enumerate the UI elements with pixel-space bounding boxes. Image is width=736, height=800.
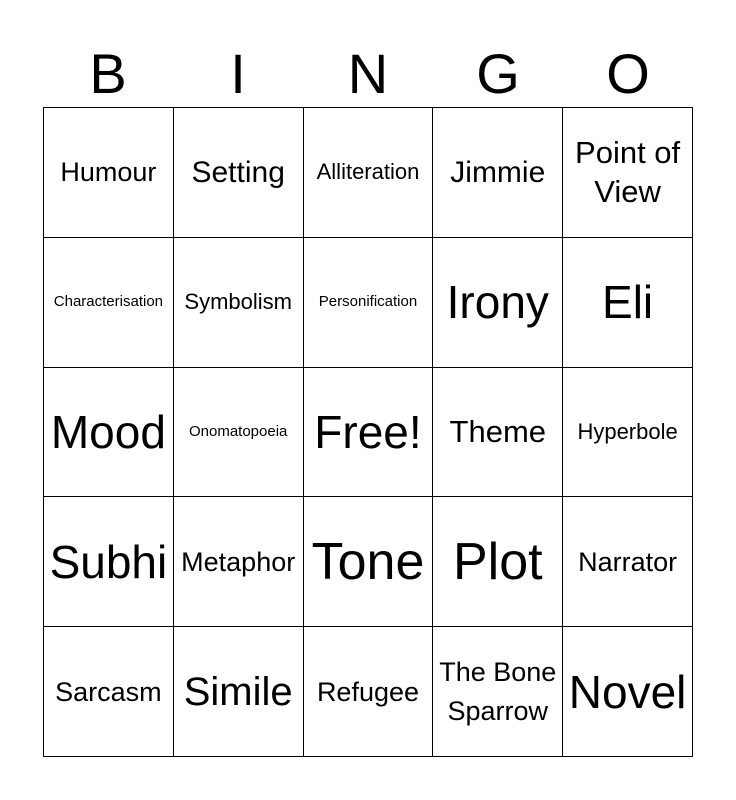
bingo-cell[interactable] (563, 238, 693, 368)
cell-label: Refugee (316, 676, 420, 707)
bingo-cell[interactable] (174, 497, 304, 627)
bingo-cell[interactable] (563, 497, 693, 627)
bingo-cell[interactable] (174, 108, 304, 238)
bingo-cell[interactable] (174, 238, 304, 368)
bingo-cell[interactable] (174, 368, 304, 498)
bingo-cell[interactable] (304, 627, 434, 757)
cell-label: Point of View (575, 135, 681, 210)
cell-label: Eli (602, 276, 654, 329)
bingo-cell[interactable] (433, 108, 563, 238)
cell-label: Hyperbole (577, 418, 678, 444)
header-letter-o: O (606, 42, 650, 105)
bingo-cell[interactable] (563, 627, 693, 757)
bingo-header (43, 40, 693, 108)
cell-label: Jimmie (450, 155, 546, 189)
free-space-label: Free! (314, 405, 422, 458)
cell-label: Humour (60, 157, 157, 188)
header-letter-g: G (476, 42, 520, 105)
bingo-cell[interactable] (433, 497, 563, 627)
cell-label: Setting (191, 155, 285, 189)
cell-label: The Bone Sparrow (439, 656, 557, 726)
bingo-cell[interactable] (304, 497, 434, 627)
cell-label: Tone (311, 532, 425, 591)
cell-label: Metaphor (181, 546, 296, 577)
cell-label: Irony (446, 276, 549, 329)
bingo-cell[interactable] (44, 627, 174, 757)
bingo-cell[interactable] (44, 238, 174, 368)
cell-label: Subhi (49, 535, 168, 588)
bingo-cell[interactable] (174, 627, 304, 757)
cell-label: Sarcasm (55, 676, 162, 707)
cell-label: Symbolism (184, 289, 292, 315)
header-letter-n: N (347, 42, 389, 105)
bingo-cell[interactable] (44, 368, 174, 498)
cell-label: Theme (449, 414, 547, 450)
cell-label: Plot (452, 532, 543, 591)
bingo-cell[interactable] (304, 238, 434, 368)
bingo-cell[interactable] (563, 368, 693, 498)
cell-label: Onomatopoeia (188, 422, 288, 440)
cell-label: Alliteration (316, 159, 420, 185)
bingo-cell[interactable] (563, 108, 693, 238)
cell-label: Novel (568, 665, 687, 718)
free-space-cell[interactable] (304, 368, 434, 498)
bingo-cell[interactable] (44, 108, 174, 238)
bingo-cell[interactable] (433, 368, 563, 498)
header-letter-i: I (230, 42, 246, 105)
cell-label: Characterisation (53, 293, 163, 311)
cell-label: Narrator (578, 546, 678, 577)
header-letter-b: B (89, 42, 127, 105)
bingo-cell[interactable] (433, 627, 563, 757)
bingo-cell[interactable] (433, 238, 563, 368)
bingo-cell[interactable] (44, 497, 174, 627)
bingo-card-grid (43, 107, 693, 757)
cell-label: Simile (183, 669, 293, 714)
cell-label: Personification (318, 293, 418, 311)
cell-label: Mood (50, 405, 166, 458)
bingo-cell[interactable] (304, 108, 434, 238)
